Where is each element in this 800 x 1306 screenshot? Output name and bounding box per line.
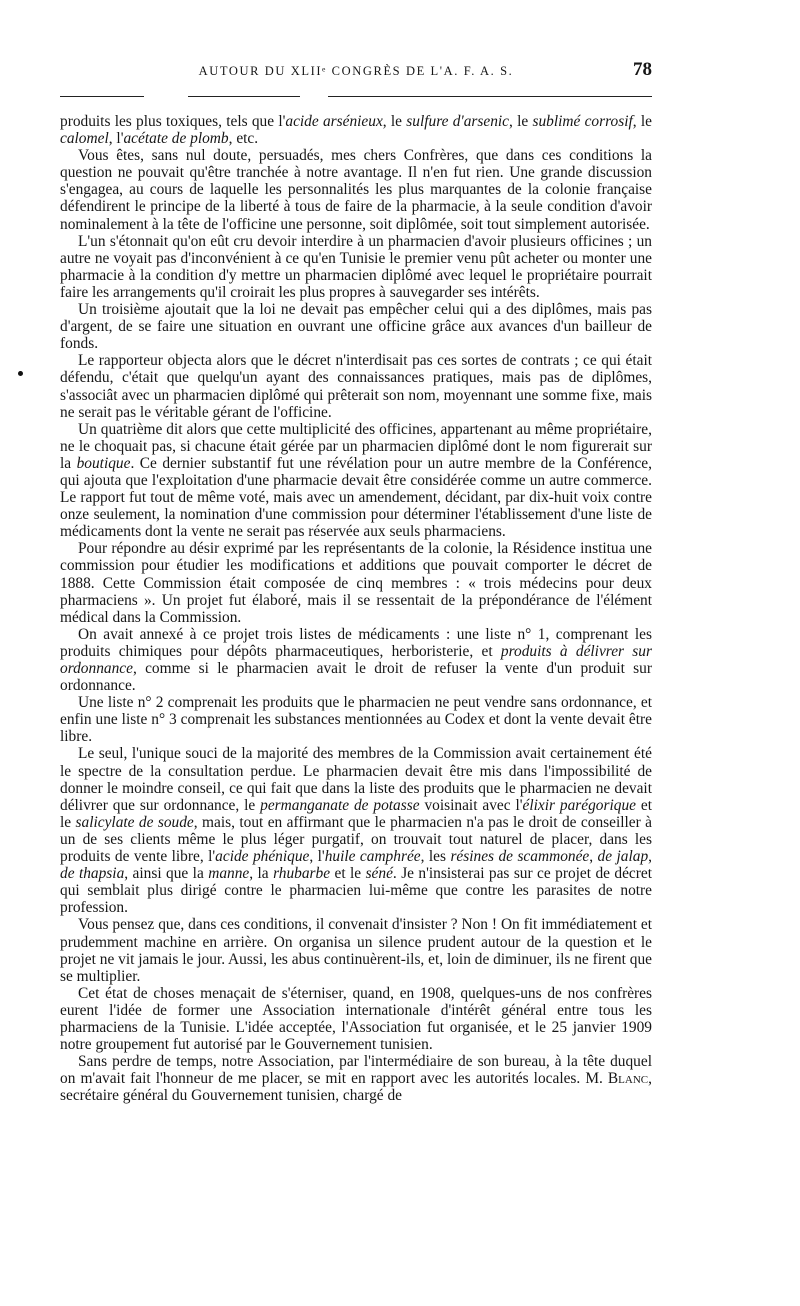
text-run: On avait annexé à ce projet trois listes de médicaments : une liste n° 1, comprenant les produits chimiques pour dépôts pharmaceutiques, herboristerie, et (60, 625, 652, 660)
italic-run: produits à délivrer sur ordonnance (60, 642, 652, 677)
text-run: Vous pensez que, dans ces conditions, il convenait d'insister ? Non ! On fit immédiatement et prudemment machine en arrière. On organisa un silence prudent autour de la question et le projet ne vit jamais le jour. Aussi, les abus continuèrent-ils, et, loin de diminuer, ils ne firent que se multiplier. (60, 916, 652, 985)
italic-run: sulfure d'arsenic (406, 113, 509, 130)
text-run: , (589, 848, 598, 866)
italic-run: sublimé corrosif (532, 113, 633, 130)
italic-run: permanganate de potasse (260, 796, 420, 814)
body-text (60, 113, 652, 1104)
paragraph (60, 233, 652, 301)
text-run: . Ce dernier substantif fut une révélation pour un autre membre de la Conférence, qui ajouta que l'exploitation d'une pharmacie devait être considérée comme un autre commerce. Le rapport fut tout de même voté, mais avec un amendement, décidant, par dix-huit voix contre onze seulement, la nomination d'une commission pour déterminer l'établissement d'une liste de médicaments dont la vente ne serait pas réservée aux seuls pharmaciens. (60, 454, 652, 541)
text-run: Un troisième ajoutait que la loi ne devait pas empêcher celui qui a des diplômes, mais pas d'argent, de se faire une situation en ouvrant une officine grâce aux avances d'un bailleur de fonds. (60, 301, 652, 353)
text-run: , la (249, 865, 274, 883)
running-header (60, 59, 652, 88)
text-run: , etc. (228, 130, 259, 148)
italic-run: élixir parégorique (522, 796, 636, 814)
margin-mark (18, 371, 23, 376)
italic-run: salicylate de soude (75, 813, 194, 831)
paragraph (60, 626, 652, 694)
italic-run: acide phénique (215, 848, 310, 866)
paragraph (60, 540, 652, 625)
italic-run: acétate de plomb (123, 130, 229, 148)
paragraph (60, 147, 652, 232)
italic-run: de jalap (597, 848, 649, 866)
paragraph (60, 1053, 652, 1104)
text-run: , l' (309, 848, 325, 866)
text-run: produits les plus toxiques, tels que l' (60, 113, 286, 130)
paragraph (60, 916, 652, 984)
text-run: Vous êtes, sans nul doute, persuadés, mes chers Confrères, que dans ces conditions la question ne pouvait qu'être tranchée à notre avantage. Il n'en fut rien. Une grande discussion s'engagea, au cours de laquelle les personnalités les plus marquantes de la colonie française défendirent le principe de la liberté à tous de faire de la pharmacie, à la seule condition d'avoir nominalement à la tête de l'officine une personne, soit diplômée, soit tout simplement autorisée. (60, 147, 652, 233)
text-run: , les (420, 848, 451, 866)
paragraph (60, 745, 652, 916)
italic-run: boutique (76, 454, 131, 472)
italic-run: résines de scammonée (450, 848, 590, 866)
paragraph (60, 301, 652, 352)
page-number: 78 (633, 59, 652, 80)
running-header-title: AUTOUR DU XLIIᵉ CONGRÈS DE L'A. F. A. S. (198, 64, 514, 78)
text-run: , le (382, 113, 407, 130)
text-run: , l' (108, 130, 124, 148)
header-rule-gap (300, 93, 328, 99)
text-run: , le (509, 113, 533, 130)
text-run: voisinait avec l' (419, 796, 523, 814)
paragraph (60, 113, 652, 147)
text-run: , secrétaire général du Gouvernement tunisien, chargé de (60, 1070, 652, 1105)
text-run: . Je n'insisterai pas sur ce projet de décret qui semblait plus dirigé contre le pharmacien lui-même que contre les parasites de notre profession. (60, 865, 652, 917)
text-run: Le rapporteur objecta alors que le décret n'interdisait pas ces sortes de contrats ; ce qui était défendu, c'était que quelqu'un ayant des connaissances pratiques, mais pas de diplômes, s'associât avec un pharmacien diplômé qui prêterait son nom, moyennant une somme fixe, mais ne serait pas le véritable gérant de l'officine. (60, 352, 652, 421)
text-run: , mais, tout en affirmant que le pharmacien n'a pas le droit de conseiller à un de ses clients même le plus léger purgatif, on trouvait tout naturel de placer, dans les produits de vente libre, l' (60, 813, 652, 866)
text-run: , le (632, 113, 652, 130)
text-run: , comme si le pharmacien avait le droit de refuser la vente d'un produit sur ordonnance. (60, 660, 652, 695)
text-run: Une liste n° 2 comprenait les produits que le pharmacien ne peut vendre sans ordonnance, et enfin une liste n° 3 comprenait les substances mentionnées au Codex et dont la vente devait être libre. (60, 694, 652, 746)
italic-run: calomel (60, 130, 109, 148)
text-run: , ainsi que la (124, 865, 209, 883)
paragraph (60, 352, 652, 420)
text-run: L'un s'étonnait qu'on eût cru devoir interdire à un pharmacien d'avoir plusieurs officines ; un autre ne voyait pas d'inconvénient à ce qu'en Tunisie le premier venu pût acheter ou monter une pharmacie à la condition d'y mettre un pharmacien diplômé avec lequel le propriétaire pourrait faire les arrangements qu'il croirait les plus propres à sauvegarder ses intérêts. (60, 232, 652, 301)
text-run: et le (330, 865, 366, 883)
paragraph (60, 694, 652, 745)
paragraph (60, 985, 652, 1053)
italic-run: de thapsia (60, 865, 125, 883)
text-run: Sans perdre de temps, notre Association, par l'intermédiaire de son bureau, à la tête duquel on m'avait fait l'honneur de me placer, se mit en rapport avec les autorités locales. M. (60, 1053, 652, 1088)
italic-run: manne (208, 865, 250, 883)
italic-run: huile camphrée (324, 848, 421, 866)
header-rule-gap (144, 93, 188, 99)
text-run: Un quatrième dit alors que cette multiplicité des officines, appartenant au même propriétaire, ne le choquait pas, si chacune était gérée par un pharmacien diplômé dont le nom figurerait sur la (60, 420, 652, 472)
text-run: Le seul, l'unique souci de la majorité des membres de la Commission avait certainement été le spectre de la consultation perdue. Le pharmacien devait être mis dans l'impossibilité de donner le moindre conseil, ce qui fait que dans la liste des produits que le pharmacien ne devait délivrer que sur ordonnance, le (60, 745, 652, 814)
text-run: Pour répondre au désir exprimé par les représentants de la colonie, la Résidence institua une commission pour étudier les modifications et additions que pouvait comporter le décret de 1888. Cette Commission était composée de cinq membres : « trois médecins pour deux pharmaciens ». Un projet fut élaboré, mais il se ressentait de la prépondérance de l'élément médical dans la Commission. (60, 540, 652, 626)
text-run: Blanc (607, 1070, 649, 1088)
italic-run: rhubarbe (273, 865, 331, 883)
text-run: Cet état de choses menaçait de s'éterniser, quand, en 1908, quelques-uns de nos confrères eurent l'idée de former une Association internationale d'intérêt général entre tous les pharmaciens de la Tunisie. L'idée acceptée, l'Association fut organisée, et le 25 janvier 1909 notre groupement fut autorisé par le Gouvernement tunisien. (60, 984, 652, 1054)
text-run: , (648, 848, 653, 866)
italic-run: acide arsénieux (285, 113, 383, 130)
italic-run: séné (365, 865, 393, 883)
paragraph (60, 421, 652, 541)
text-run: et le (60, 796, 652, 831)
